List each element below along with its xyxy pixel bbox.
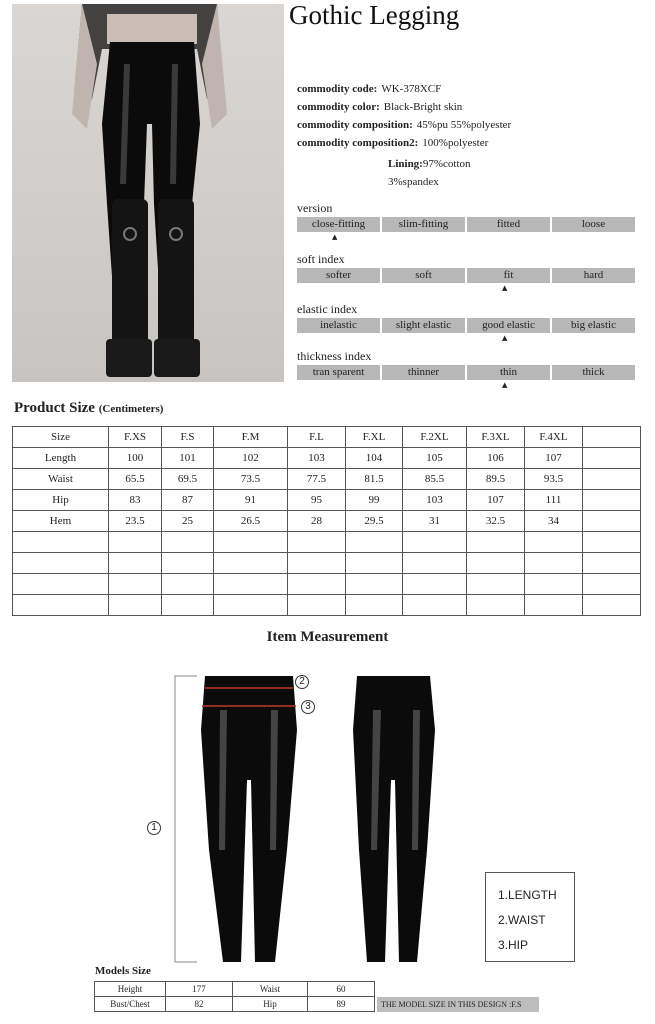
scale-option: inelastic xyxy=(297,318,380,333)
table-cell: Height xyxy=(95,982,166,997)
table-cell: Size xyxy=(13,427,109,448)
table-cell: 23.5 xyxy=(109,511,162,532)
table-cell xyxy=(13,553,109,574)
table-cell xyxy=(525,574,583,595)
table-cell xyxy=(162,595,214,616)
table-cell: Hem xyxy=(13,511,109,532)
table-cell xyxy=(583,469,641,490)
table-cell: 89 xyxy=(308,997,375,1012)
table-cell xyxy=(403,553,467,574)
table-cell xyxy=(346,574,403,595)
scale-option: loose xyxy=(552,217,635,232)
table-cell xyxy=(583,490,641,511)
model-photo xyxy=(12,4,284,382)
table-cell xyxy=(583,427,641,448)
table-row xyxy=(13,448,641,469)
table-cell: 106 xyxy=(467,448,525,469)
table-cell xyxy=(214,595,288,616)
table-cell: 60 xyxy=(308,982,375,997)
scale-option: tran sparent xyxy=(297,365,380,380)
table-cell xyxy=(109,595,162,616)
scale-option: slight elastic xyxy=(382,318,465,333)
table-cell xyxy=(214,553,288,574)
model-photo-illustration xyxy=(12,4,284,382)
table-cell xyxy=(583,595,641,616)
scale-option: softer xyxy=(297,268,380,283)
table-cell xyxy=(403,532,467,553)
table-cell: 31 xyxy=(403,511,467,532)
measurement-illustration xyxy=(145,670,485,970)
table-cell: Waist xyxy=(13,469,109,490)
table-cell: 104 xyxy=(346,448,403,469)
table-cell: F.2XL xyxy=(403,427,467,448)
table-cell xyxy=(214,532,288,553)
table-row xyxy=(95,997,375,1012)
table-cell xyxy=(583,574,641,595)
table-row xyxy=(13,469,641,490)
legend-waist: 2.WAIST xyxy=(498,913,546,927)
table-cell xyxy=(288,553,346,574)
table-cell: F.S xyxy=(162,427,214,448)
index-title: soft index xyxy=(297,252,345,266)
spec-composition: commodity composition: 45%pu 55%polyester xyxy=(297,119,512,131)
scale-option: close-fitting xyxy=(297,217,380,232)
table-cell: F.4XL xyxy=(525,427,583,448)
table-cell: Bust/Chest xyxy=(95,997,166,1012)
size-table xyxy=(12,426,641,616)
pants-diagram xyxy=(145,670,485,970)
table-cell xyxy=(214,574,288,595)
table-cell xyxy=(525,553,583,574)
table-cell xyxy=(403,595,467,616)
table-row xyxy=(13,574,641,595)
table-cell: 95 xyxy=(288,490,346,511)
product-size-title: Product Size (Centimeters) xyxy=(14,400,164,416)
index-title: version xyxy=(297,201,333,215)
table-row xyxy=(13,532,641,553)
table-cell xyxy=(583,532,641,553)
table-cell xyxy=(346,553,403,574)
table-cell: 177 xyxy=(166,982,233,997)
table-cell: 34 xyxy=(525,511,583,532)
table-cell: Length xyxy=(13,448,109,469)
table-cell: F.XS xyxy=(109,427,162,448)
table-cell: 99 xyxy=(346,490,403,511)
index-soft xyxy=(297,252,635,292)
model-size-note: THE MODEL SIZE IN THIS DESIGN :F.S xyxy=(377,997,539,1012)
table-cell: 77.5 xyxy=(288,469,346,490)
table-cell: 73.5 xyxy=(214,469,288,490)
table-cell: 25 xyxy=(162,511,214,532)
index-scale xyxy=(297,318,635,333)
table-cell: 103 xyxy=(403,490,467,511)
index-scale xyxy=(297,365,635,380)
table-cell: 91 xyxy=(214,490,288,511)
table-cell: 111 xyxy=(525,490,583,511)
table-cell: 81.5 xyxy=(346,469,403,490)
index-elastic xyxy=(297,302,635,342)
table-cell: 89.5 xyxy=(467,469,525,490)
table-cell: 85.5 xyxy=(403,469,467,490)
table-cell: 65.5 xyxy=(109,469,162,490)
index-scale xyxy=(297,217,635,232)
index-title: thickness index xyxy=(297,349,372,363)
table-cell: F.XL xyxy=(346,427,403,448)
table-cell: 83 xyxy=(109,490,162,511)
table-cell: 101 xyxy=(162,448,214,469)
table-cell: 26.5 xyxy=(214,511,288,532)
table-cell: 103 xyxy=(288,448,346,469)
table-cell: 32.5 xyxy=(467,511,525,532)
table-cell: 100 xyxy=(109,448,162,469)
index-version xyxy=(297,201,635,241)
product-title: Gothic Legging xyxy=(289,0,460,30)
table-cell xyxy=(288,574,346,595)
product-specs xyxy=(297,80,512,188)
table-cell xyxy=(583,553,641,574)
scale-option: soft xyxy=(382,268,465,283)
table-cell: 105 xyxy=(403,448,467,469)
table-cell: F.M xyxy=(214,427,288,448)
table-row xyxy=(13,595,641,616)
index-title: elastic index xyxy=(297,302,358,316)
legend-hip: 3.HIP xyxy=(498,938,529,952)
table-cell xyxy=(525,532,583,553)
item-measurement-title: Item Measurement xyxy=(266,629,389,645)
scale-option: thinner xyxy=(382,365,465,380)
table-row xyxy=(13,490,641,511)
table-cell xyxy=(13,574,109,595)
table-cell xyxy=(467,532,525,553)
selected-marker: ▲ xyxy=(502,381,508,389)
table-cell: 107 xyxy=(467,490,525,511)
table-row xyxy=(13,553,641,574)
table-cell xyxy=(583,511,641,532)
table-cell xyxy=(162,532,214,553)
selected-marker: ▲ xyxy=(502,284,508,292)
table-cell: 82 xyxy=(166,997,233,1012)
spec-lining: Lining:97%cotton 3%spandex xyxy=(388,158,471,188)
table-cell: 93.5 xyxy=(525,469,583,490)
table-cell xyxy=(467,574,525,595)
scale-option: hard xyxy=(552,268,635,283)
scale-option: fit xyxy=(467,268,550,283)
models-size-table xyxy=(94,981,375,1012)
table-cell: Hip xyxy=(233,997,308,1012)
table-cell: 28 xyxy=(288,511,346,532)
table-cell: F.3XL xyxy=(467,427,525,448)
marker-waist: 2 xyxy=(295,675,309,689)
spec-code: commodity code: WK-378XCF xyxy=(297,83,442,95)
table-cell xyxy=(346,595,403,616)
selected-marker: ▲ xyxy=(502,334,508,342)
table-cell xyxy=(109,553,162,574)
scale-option: thin xyxy=(467,365,550,380)
table-cell xyxy=(162,553,214,574)
scale-option: slim-fitting xyxy=(382,217,465,232)
table-cell xyxy=(162,574,214,595)
table-header-row xyxy=(13,427,641,448)
table-cell: 69.5 xyxy=(162,469,214,490)
models-size-title: Models Size xyxy=(95,965,151,977)
table-cell xyxy=(13,532,109,553)
table-cell xyxy=(403,574,467,595)
scale-option: thick xyxy=(552,365,635,380)
table-cell xyxy=(583,448,641,469)
legend-length: 1.LENGTH xyxy=(498,888,557,902)
table-cell xyxy=(346,532,403,553)
table-cell: 29.5 xyxy=(346,511,403,532)
table-cell: 107 xyxy=(525,448,583,469)
table-cell xyxy=(288,595,346,616)
table-cell xyxy=(467,595,525,616)
table-cell: 102 xyxy=(214,448,288,469)
table-cell xyxy=(13,595,109,616)
table-cell: Hip xyxy=(13,490,109,511)
table-cell xyxy=(467,553,525,574)
table-cell xyxy=(109,574,162,595)
spec-composition2: commodity composition2: 100%polyester xyxy=(297,137,489,149)
index-thickness xyxy=(297,349,635,389)
marker-hip: 3 xyxy=(301,700,315,714)
scale-option: good elastic xyxy=(467,318,550,333)
table-row xyxy=(95,982,375,997)
table-cell: Waist xyxy=(233,982,308,997)
measurement-legend xyxy=(485,872,575,962)
table-cell xyxy=(109,532,162,553)
table-cell: F.L xyxy=(288,427,346,448)
spec-color: commodity color: Black-Bright skin xyxy=(297,101,463,113)
index-scale xyxy=(297,268,635,283)
table-cell: 87 xyxy=(162,490,214,511)
scale-option: big elastic xyxy=(552,318,635,333)
table-cell xyxy=(525,595,583,616)
selected-marker: ▲ xyxy=(332,233,338,241)
table-row xyxy=(13,511,641,532)
marker-length: 1 xyxy=(147,821,161,835)
scale-option: fitted xyxy=(467,217,550,232)
table-cell xyxy=(288,532,346,553)
